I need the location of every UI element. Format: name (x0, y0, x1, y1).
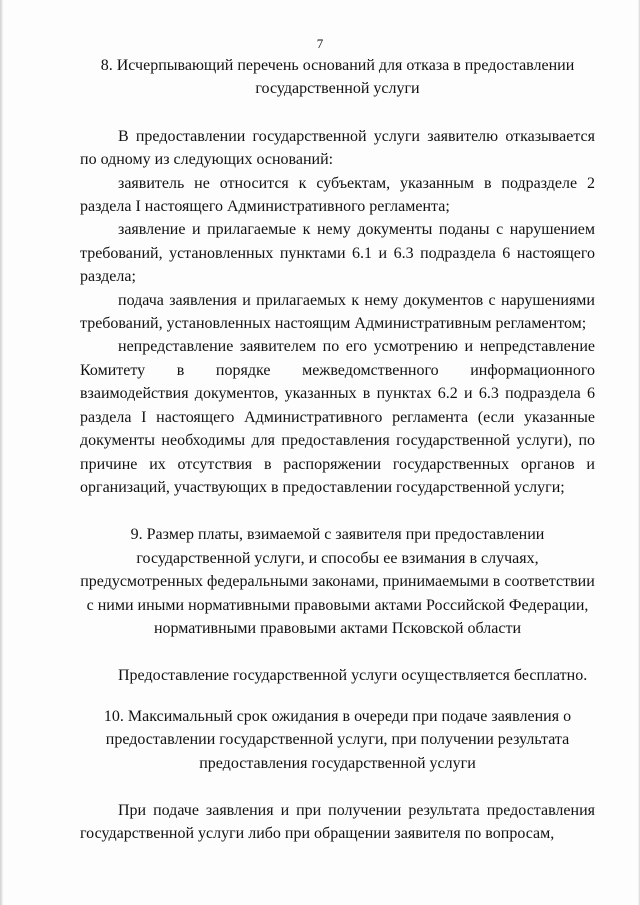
section-8-ground-4: непредставление заявителем по его усмотрению и непредставление Комитету в порядке межведомственного информационного взаимодействия документов, указанных в пунктах 6.2 и 6.3 подраздела 6 раздела I настоящего Административного регламента (если указанные документы необходимы для предоставления государственной услуги), по причине их отсутствия в распоряжении государственных органов и организаций, участвующих в предоставлении государственной услуги; (80, 338, 595, 496)
section-9-heading: 9. Размер платы, взимаемой с заявителя при предоставлении государственной услуги, и способы ее взимания в случаях, предусмотренных федеральными законами, принимаемыми в соответствии с ними иными нормативными правовыми актами Российской Федерации, нормативными правовыми актами Псковской области (80, 526, 595, 637)
section-8-heading: 8. Исчерпывающий перечень оснований для отказа в предоставлении государственной услуги (100, 57, 575, 98)
section-8-ground-1: заявитель не относится к субъектам, указанным в подразделе 2 раздела I настоящего Административного регламента; (80, 174, 595, 216)
page-number: 7 (316, 36, 324, 51)
section-10-text: При подаче заявления и при получении результата предоставления государственной услуги либо при обращении заявителя по вопросам, (80, 801, 595, 843)
scan-edge-left (0, 0, 3, 905)
section-8-ground-3: подача заявления и прилагаемых к нему документов с нарушениями требований, установленных настоящим Административным регламентом; (80, 291, 595, 333)
document-body (80, 54, 595, 846)
section-8-ground-2: заявление и прилагаемые к нему документы поданы с нарушением требований, установленных пунктами 6.1 и 6.3 подраздела 6 настоящего раздела; (80, 221, 595, 286)
section-8-intro: В предоставлении государственной услуги заявителю отказывается по одному из следующих оснований: (80, 127, 595, 169)
section-10-heading: 10. Максимальный срок ожидания в очереди при подаче заявления о предоставлении государственной услуги, при получении результата предоставления государственной услуги (103, 707, 572, 772)
section-9-text: Предоставление государственной услуги осуществляется бесплатно. (118, 667, 588, 685)
